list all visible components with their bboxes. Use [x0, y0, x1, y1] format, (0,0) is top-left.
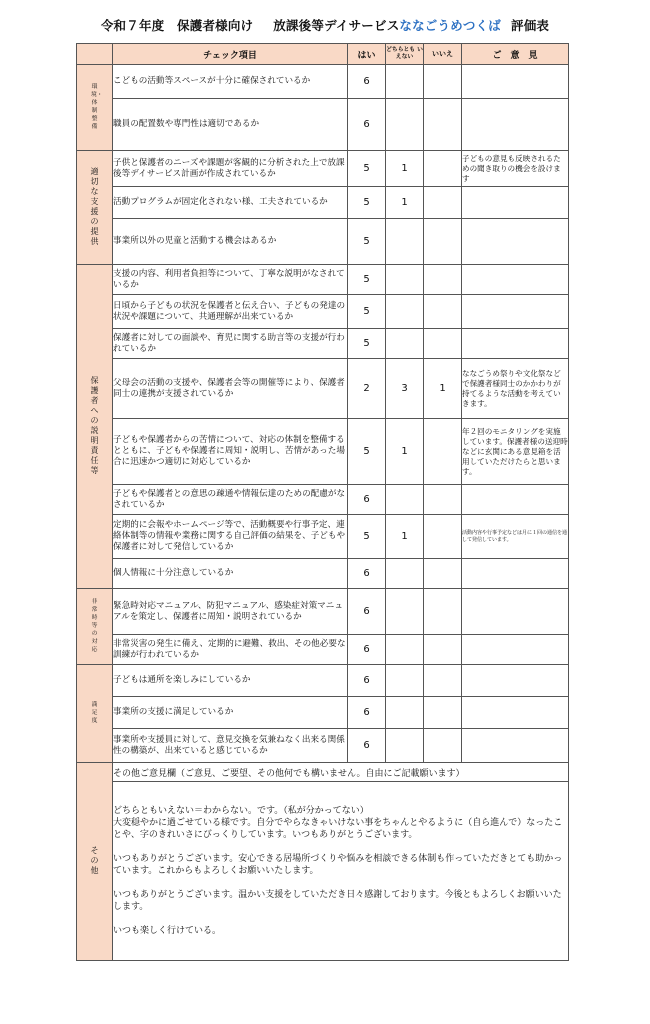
- no-count-cell: [424, 265, 462, 295]
- title-year: 令和７年度 保護者様向け: [100, 18, 254, 33]
- yes-count-cell: 5: [348, 187, 386, 219]
- category-label: [77, 151, 113, 265]
- table-row: [77, 635, 569, 665]
- no-count-cell: [424, 697, 462, 729]
- no-count-cell: [424, 485, 462, 515]
- yes-count-cell: 5: [348, 329, 386, 359]
- yes-count-cell: 5: [348, 151, 386, 187]
- check-item-cell: 子どもや保護者からの苦情について、対応の体制を整備するとともに、子どもや保護者に周知・説明し、苦情があった場合に迅速かつ適切に対応しているか: [113, 419, 348, 485]
- neither-count-cell: 1: [386, 515, 424, 559]
- yes-count-cell: 6: [348, 559, 386, 589]
- other-comments-text: [113, 782, 569, 961]
- neither-count-cell: [386, 697, 424, 729]
- header-no: いいえ: [424, 44, 462, 65]
- no-count-cell: [424, 187, 462, 219]
- yes-count-cell: 6: [348, 485, 386, 515]
- neither-count-cell: [386, 589, 424, 635]
- table-row: [77, 219, 569, 265]
- neither-count-cell: 3: [386, 359, 424, 419]
- check-item-cell: 緊急時対応マニュアル、防犯マニュアル、感染症対策マニュアルを策定し、保護者に周知・説明されているか: [113, 589, 348, 635]
- no-count-cell: [424, 589, 462, 635]
- comment-cell: 子どもの意見も反映されるための聞き取りの機会を設けます: [462, 151, 569, 187]
- neither-count-cell: 1: [386, 151, 424, 187]
- category-label-text: 満足度: [91, 702, 98, 724]
- category-label: [77, 65, 113, 151]
- yes-count-cell: 5: [348, 265, 386, 295]
- other-comment-paragraph: いつもありがとうございます。安心できる居場所づくりや悩みを相談できる体制も作っていただきとても助かっています。これからもよろしくお願いいたします。: [113, 854, 563, 876]
- comment-cell: [462, 729, 569, 763]
- neither-count-cell: [386, 729, 424, 763]
- category-label-text: 環境・体制整備: [91, 84, 103, 130]
- check-item-cell: 父母会の活動の支援や、保護者会等の開催等により、保護者同士の連携が支援されているか: [113, 359, 348, 419]
- category-label-text: 適切な支援の提供: [90, 167, 99, 246]
- comment-cell: [462, 187, 569, 219]
- other-comment-paragraph: いつもありがとうございます。温かい支援をしていただき日々感謝しております。今後ともよろしくお願いいたします。: [113, 890, 562, 912]
- check-item-cell: 個人情報に十分注意しているか: [113, 559, 348, 589]
- check-item-cell: 事業所以外の児童と活動する機会はあるか: [113, 219, 348, 265]
- yes-count-cell: 6: [348, 99, 386, 151]
- yes-count-cell: 6: [348, 665, 386, 697]
- other-text-row: [77, 782, 569, 961]
- table-row: [77, 151, 569, 187]
- no-count-cell: [424, 515, 462, 559]
- header-row: [77, 44, 569, 65]
- category-label: [77, 665, 113, 763]
- comment-cell: ななごうめ祭りや文化祭などで保護者様同士のかかわりが持てるような活動を考えていきます。: [462, 359, 569, 419]
- neither-count-cell: [386, 635, 424, 665]
- other-category-label: [77, 763, 113, 961]
- table-row: [77, 329, 569, 359]
- header-yes: はい: [348, 44, 386, 65]
- neither-count-cell: [386, 65, 424, 99]
- no-count-cell: [424, 65, 462, 99]
- no-count-cell: [424, 295, 462, 329]
- no-count-cell: 1: [424, 359, 462, 419]
- comment-cell: [462, 219, 569, 265]
- yes-count-cell: 6: [348, 697, 386, 729]
- table-row: [77, 665, 569, 697]
- table-row: [77, 187, 569, 219]
- other-comment-paragraph: いつも楽しく行けている。: [113, 926, 222, 936]
- evaluation-table: [76, 43, 569, 961]
- table-row: [77, 359, 569, 419]
- no-count-cell: [424, 635, 462, 665]
- yes-count-cell: 5: [348, 419, 386, 485]
- neither-count-cell: [386, 99, 424, 151]
- neither-count-cell: [386, 329, 424, 359]
- comment-cell: [462, 665, 569, 697]
- header-comments: ご 意 見: [462, 44, 569, 65]
- yes-count-cell: 5: [348, 295, 386, 329]
- yes-count-cell: 6: [348, 729, 386, 763]
- no-count-cell: [424, 151, 462, 187]
- comment-cell: [462, 697, 569, 729]
- table-row: [77, 589, 569, 635]
- comment-cell: 活動内容や行事予定などは月に１回の通信を通して発信しています。: [462, 515, 569, 559]
- header-category: [77, 44, 113, 65]
- check-item-cell: 活動プログラムが固定化されない様、工夫されているか: [113, 187, 348, 219]
- table-row: [77, 729, 569, 763]
- comment-cell: [462, 329, 569, 359]
- yes-count-cell: 2: [348, 359, 386, 419]
- no-count-cell: [424, 559, 462, 589]
- no-count-cell: [424, 729, 462, 763]
- header-check-item: チェック項目: [113, 44, 348, 65]
- yes-count-cell: 5: [348, 515, 386, 559]
- neither-count-cell: [386, 559, 424, 589]
- category-label: [77, 265, 113, 589]
- no-count-cell: [424, 219, 462, 265]
- comment-cell: [462, 295, 569, 329]
- comment-cell: [462, 65, 569, 99]
- check-item-cell: 職員の配置数や専門性は適切であるか: [113, 99, 348, 151]
- other-heading-row: [77, 763, 569, 782]
- neither-count-cell: [386, 295, 424, 329]
- table-row: [77, 485, 569, 515]
- category-label-text: 非常時等の対応: [91, 599, 98, 653]
- table-row: [77, 265, 569, 295]
- category-label-text: 保護者への説明責任等: [90, 376, 99, 475]
- comment-cell: [462, 265, 569, 295]
- check-item-cell: 支援の内容、利用者負担等について、丁寧な説明がなされているか: [113, 265, 348, 295]
- no-count-cell: [424, 99, 462, 151]
- comment-cell: 年２回のモニタリングを実施しています。保護者様の送迎時などに玄関にある意見箱を活用していただけたらと思います。: [462, 419, 569, 485]
- yes-count-cell: 6: [348, 65, 386, 99]
- neither-count-cell: 1: [386, 419, 424, 485]
- yes-count-cell: 6: [348, 589, 386, 635]
- neither-count-cell: [386, 485, 424, 515]
- check-item-cell: こどもの活動等スペースが十分に確保されているか: [113, 65, 348, 99]
- check-item-cell: 非常災害の発生に備え、定期的に避難、救出、その他必要な訓練が行われているか: [113, 635, 348, 665]
- table-row: [77, 295, 569, 329]
- check-item-cell: 子供と保護者のニーズや課題が客観的に分析された上で放課後等デイサービス計画が作成されているか: [113, 151, 348, 187]
- yes-count-cell: 5: [348, 219, 386, 265]
- table-row: [77, 559, 569, 589]
- comment-cell: [462, 99, 569, 151]
- title-facility: ななごうめつくば: [399, 18, 502, 33]
- check-item-cell: 子どもや保護者との意思の疎通や情報伝達のための配慮がなされているか: [113, 485, 348, 515]
- check-item-cell: 事業所や支援員に対して、意見交換を気兼ねなく出来る関係性の構築が、出来ていると感じているか: [113, 729, 348, 763]
- check-item-cell: 定期的に会報やホームページ等で、活動概要や行事予定、連絡体制等の情報や業務に関する自己評価の結果を、子どもや保護者に対して発信しているか: [113, 515, 348, 559]
- title-suffix: 評価表: [511, 18, 550, 33]
- table-row: [77, 697, 569, 729]
- comment-cell: [462, 559, 569, 589]
- neither-count-cell: [386, 265, 424, 295]
- table-row: [77, 99, 569, 151]
- page-title: [0, 16, 650, 34]
- table-row: [77, 515, 569, 559]
- check-item-cell: 保護者に対しての面談や、育児に関する助言等の支援が行われているか: [113, 329, 348, 359]
- other-comments-heading: その他ご意見欄（ご意見、ご要望、その他何でも構いません。自由にご記載願います）: [113, 763, 569, 782]
- check-item-cell: 事業所の支援に満足しているか: [113, 697, 348, 729]
- other-category-label-text: その他: [90, 846, 99, 875]
- neither-count-cell: 1: [386, 187, 424, 219]
- check-item-cell: 子どもは通所を楽しみにしているか: [113, 665, 348, 697]
- check-item-cell: 日頃から子どもの状況を保護者と伝え合い、子どもの発達の状況や課題について、共通理解が出来ているか: [113, 295, 348, 329]
- table-body: [77, 65, 569, 961]
- comment-cell: [462, 589, 569, 635]
- comment-cell: [462, 485, 569, 515]
- no-count-cell: [424, 419, 462, 485]
- yes-count-cell: 6: [348, 635, 386, 665]
- comment-cell: [462, 635, 569, 665]
- neither-count-cell: [386, 665, 424, 697]
- neither-count-cell: [386, 219, 424, 265]
- table-row: [77, 419, 569, 485]
- other-comment-paragraph: どちらともいえない＝わからない。です。（私が分かってない） 大変穏やかに過ごせている様です。自分でやらなきゃいけない事をちゃんとやるように（自ら進んで）なったことや、字のきれいさにびっくりしています。いつもありがとうございます。: [113, 806, 563, 840]
- no-count-cell: [424, 329, 462, 359]
- header-neither: どちらとも いえない: [386, 44, 424, 65]
- table-row: [77, 65, 569, 99]
- title-service: 放課後等デイサービス: [273, 18, 400, 33]
- no-count-cell: [424, 665, 462, 697]
- category-label: [77, 589, 113, 665]
